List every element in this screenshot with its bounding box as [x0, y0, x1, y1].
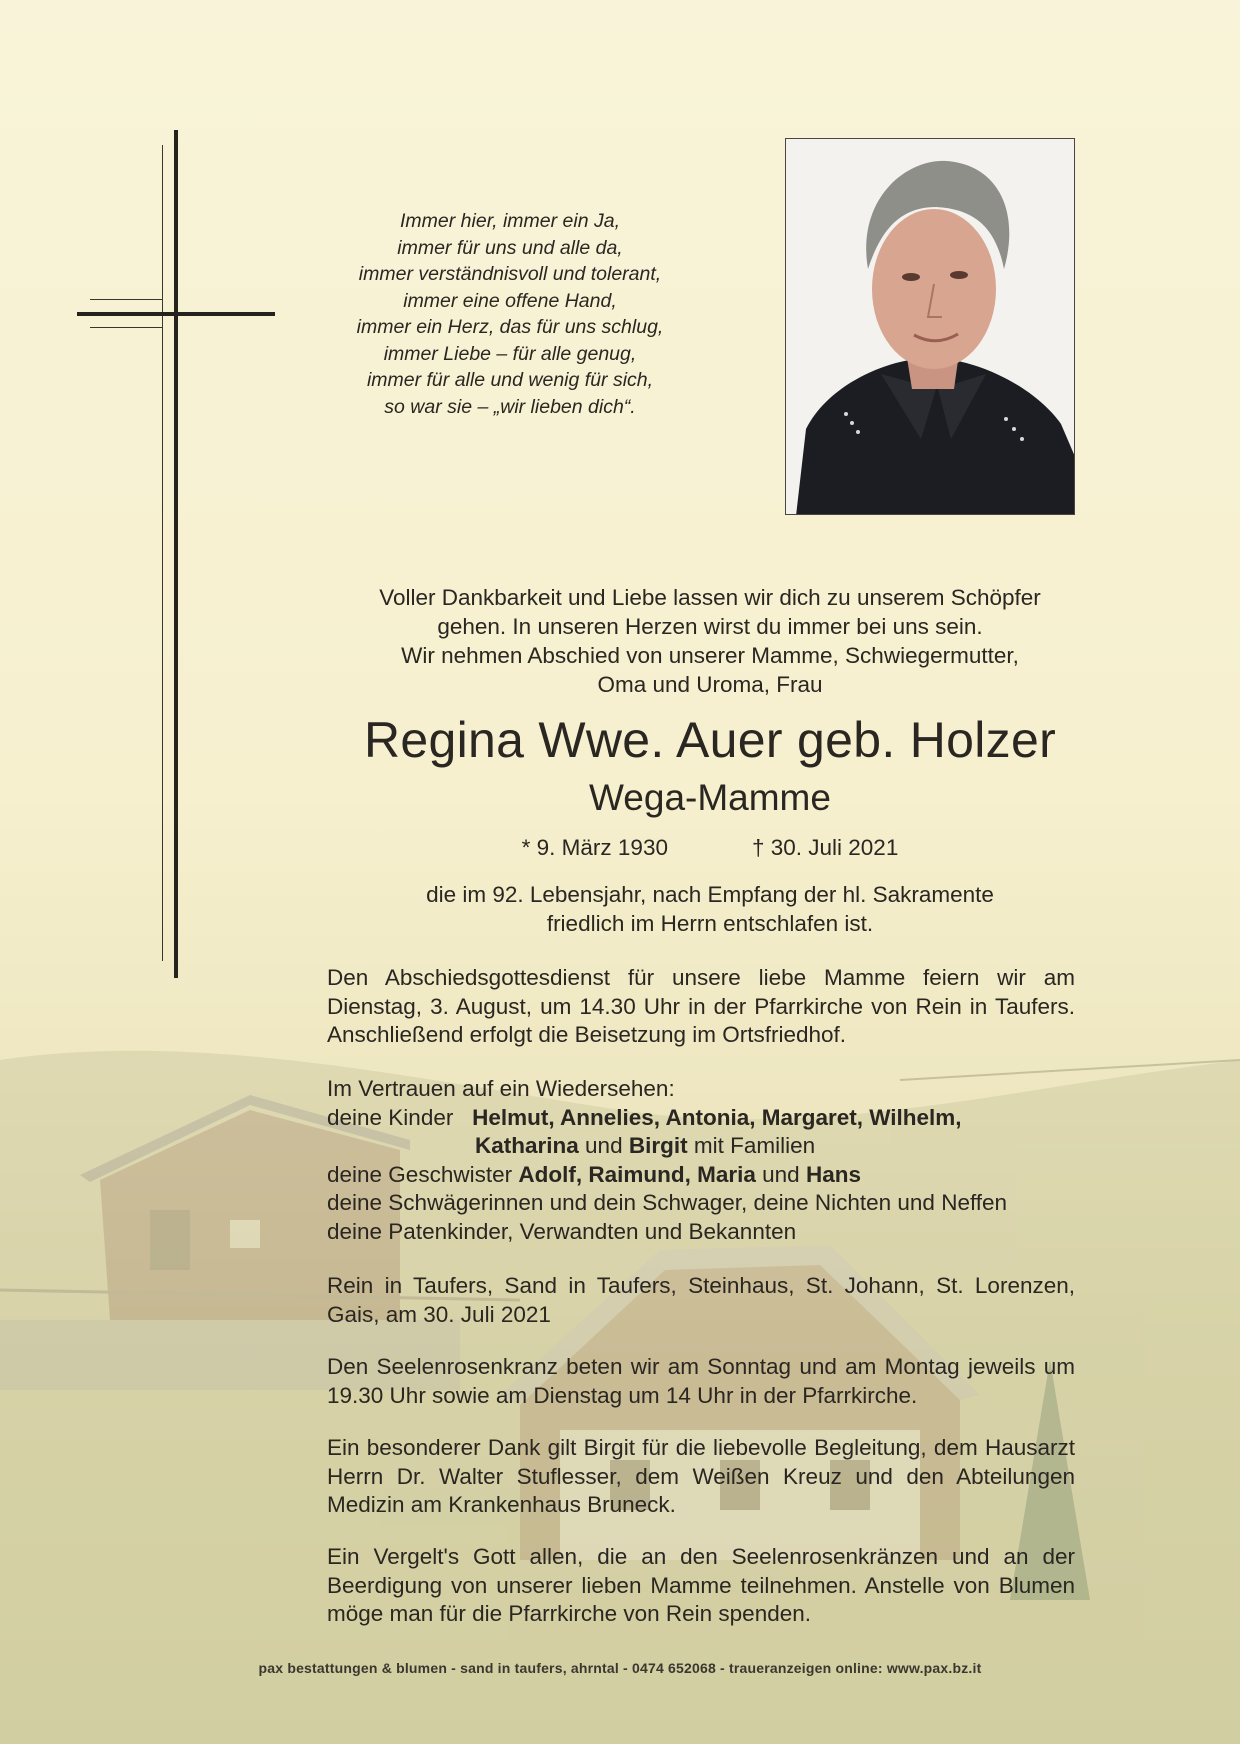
sibling-name: Hans — [805, 1161, 861, 1187]
cross-vertical-shadow — [162, 145, 163, 961]
cross-horizontal-shadow-bottom — [90, 327, 162, 328]
siblings-row — [327, 1161, 1075, 1190]
poem-line: immer verständnisvoll und tolerant, — [358, 263, 662, 285]
memorial-poem — [300, 208, 720, 420]
conjunction: und — [762, 1161, 800, 1187]
intro-line: Voller Dankbarkeit und Liebe lassen wir dich zu unserem Schöpfer — [379, 585, 1041, 610]
poem-line: immer Liebe – für alle genug, — [383, 342, 637, 365]
siblings-names: Adolf, Raimund, Maria — [518, 1161, 756, 1187]
birth-date: * 9. März 1930 — [521, 835, 668, 860]
places-date-paragraph: Rein in Taufers, Sand in Taufers, Steinhaus, St. Johann, St. Lorenzen, Gais, am 30. Juli 2021 — [327, 1273, 1075, 1327]
deceased-nickname: Wega-Mamme — [589, 777, 831, 818]
mourners-intro: Im Vertrauen auf ein Wiedersehen: — [327, 1076, 675, 1101]
poem-line: immer ein Herz, das für uns schlug, — [356, 316, 664, 338]
cross-horizontal-beam — [77, 312, 275, 316]
funeral-home-footer: pax bestattungen & blumen - sand in taufers, ahrntal - 0474 652068 - traueranzeigen online: www.pax.bz.it — [258, 1660, 982, 1676]
children-row — [327, 1104, 1075, 1133]
poem-line: Immer hier, immer ein Ja, — [400, 210, 620, 232]
siblings-label: deine Geschwister — [327, 1161, 513, 1187]
passing-line: die im 92. Lebensjahr, nach Empfang der hl. Sakramente — [426, 882, 994, 907]
intro-text — [320, 583, 1100, 699]
final-paragraph: Ein Vergelt's Gott allen, die an den Seelenrosenkränzen und an der Beerdigung von unserer lieben Mamme teilnehmen. Anstelle von Blumen möge man für die Pfarrkirche von Rein spenden. — [327, 1544, 1075, 1626]
children-names: Helmut, Annelies, Antonia, Margaret, Wilhelm, — [472, 1104, 962, 1130]
cross-vertical-beam — [174, 130, 178, 978]
poem-line: immer für alle und wenig für sich, — [366, 369, 654, 391]
poem-line: immer eine offene Hand, — [403, 289, 617, 312]
life-dates — [320, 833, 1100, 863]
with-families-text: mit Familien — [693, 1133, 816, 1158]
child-name: Katharina — [475, 1133, 579, 1158]
poem-line: immer für uns und alle da, — [397, 236, 623, 259]
thanks-paragraph: Ein besonderer Dank gilt Birgit für die liebevolle Begleitung, dem Hausarzt Herrn Dr. Walter Stuflesser, dem Weißen Kreuz und den Abteilungen Medizin am Krankenhaus Bruneck. — [327, 1435, 1075, 1517]
children-row-2 — [327, 1132, 1075, 1161]
conjunction: und — [585, 1133, 623, 1158]
portrait-image — [786, 139, 1075, 515]
intro-line: gehen. In unseren Herzen wirst du immer bei uns sein. — [437, 614, 983, 639]
child-name: Birgit — [628, 1133, 688, 1158]
funeral-service-paragraph: Den Abschiedsgottesdienst für unsere liebe Mamme feiern wir am Dienstag, 3. August, um 14.30 Uhr in der Pfarrkirche von Rein in Taufers. Anschließend erfolgt die Beisetzung im Ortsfriedhof. — [327, 965, 1075, 1047]
deceased-name: Regina Wwe. Auer geb. Holzer — [363, 712, 1057, 768]
rosary-paragraph: Den Seelenrosenkranz beten wir am Sonntag und am Montag jeweils um 19.30 Uhr sowie am Dienstag um 14 Uhr in der Pfarrkirche. — [327, 1354, 1075, 1408]
cross-horizontal-shadow-top — [90, 299, 162, 300]
intro-line: Oma und Uroma, Frau — [597, 672, 823, 697]
death-date: † 30. Juli 2021 — [751, 835, 899, 860]
passing-text — [320, 880, 1100, 938]
godchildren-row: deine Patenkinder, Verwandten und Bekannten — [327, 1218, 797, 1244]
intro-line: Wir nehmen Abschied von unserer Mamme, Schwiegermutter, — [401, 643, 1019, 668]
mourners-list — [327, 1075, 1075, 1246]
poem-line: so war sie – „wir lieben dich“. — [384, 395, 636, 418]
portrait-photo — [785, 138, 1075, 515]
passing-line: friedlich im Herrn entschlafen ist. — [546, 911, 874, 936]
inlaws-row: deine Schwägerinnen und dein Schwager, deine Nichten und Neffen — [327, 1190, 1008, 1215]
children-label: deine Kinder — [327, 1104, 454, 1130]
